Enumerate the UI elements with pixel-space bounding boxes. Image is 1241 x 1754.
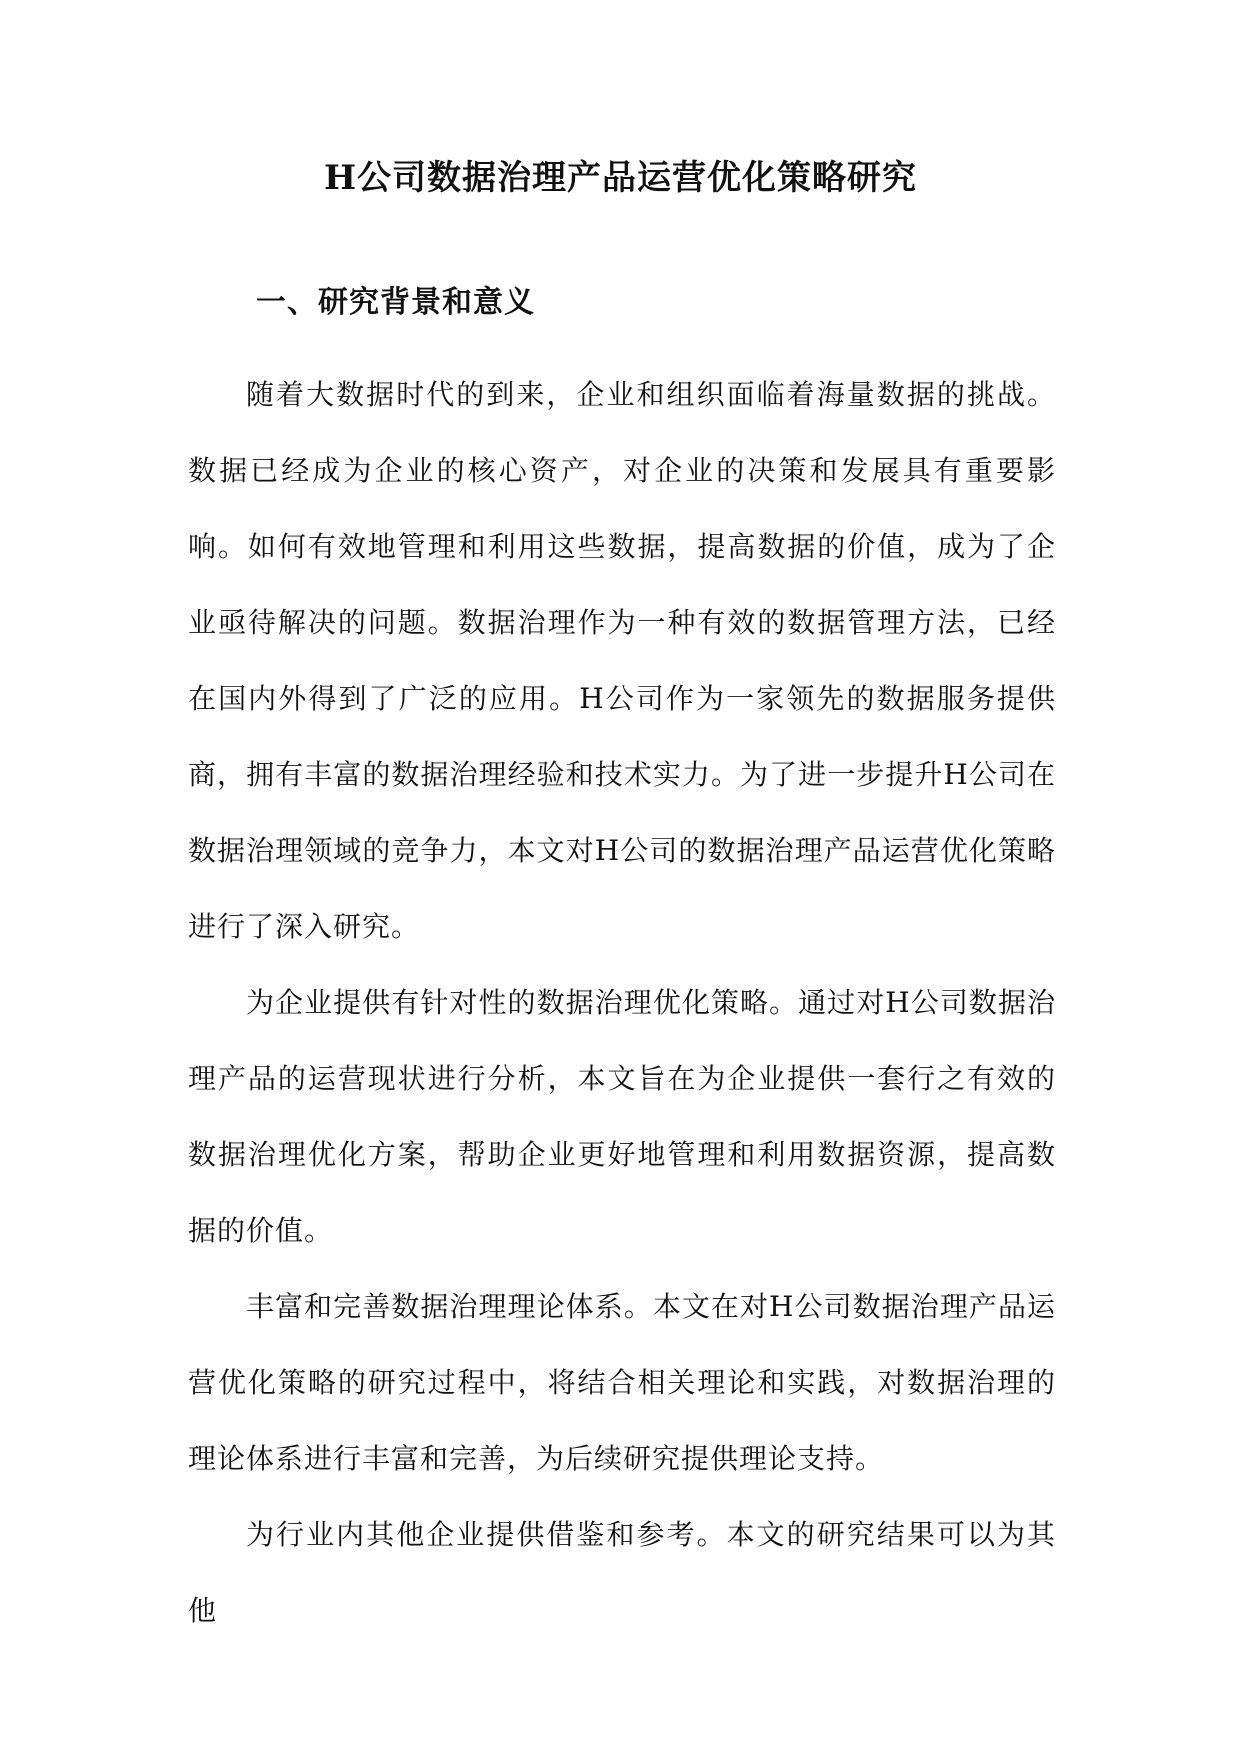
paragraph: 随着大数据时代的到来，企业和组织面临着海量数据的挑战。数据已经成为企业的核心资产，对企业的决策和发展具有重要影响。如何有效地管理和利用这些数据，提高数据的价值，成为了企业亟待解决的问题。数据治理作为一种有效的数据管理方法，已经在国内外得到了广泛的应用。H公司作为一家领先的数据服务提供商，拥有丰富的数据治理经验和技术实力。为了进一步提升H公司在数据治理领域的竞争力，本文对H公司的数据治理产品运营优化策略进行了深入研究。 [188, 378, 1056, 943]
section-heading: 一、研究背景和意义 [256, 285, 535, 320]
paragraph: 丰富和完善数据治理理论体系。本文在对H公司数据治理产品运营优化策略的研究过程中，将结合相关理论和实践，对数据治理的理论体系进行丰富和完善，为后续研究提供理论支持。 [188, 1290, 1056, 1475]
paragraph: 为行业内其他企业提供借鉴和参考。本文的研究结果可以为其他 [188, 1518, 1056, 1627]
paragraph: 为企业提供有针对性的数据治理优化策略。通过对H公司数据治理产品的运营现状进行分析，本文旨在为企业提供一套行之有效的数据治理优化方案，帮助企业更好地管理和利用数据资源，提高数据的价值。 [188, 986, 1056, 1247]
document-title: H公司数据治理产品运营优化策略研究 [323, 158, 918, 198]
section-body [188, 357, 1056, 1649]
